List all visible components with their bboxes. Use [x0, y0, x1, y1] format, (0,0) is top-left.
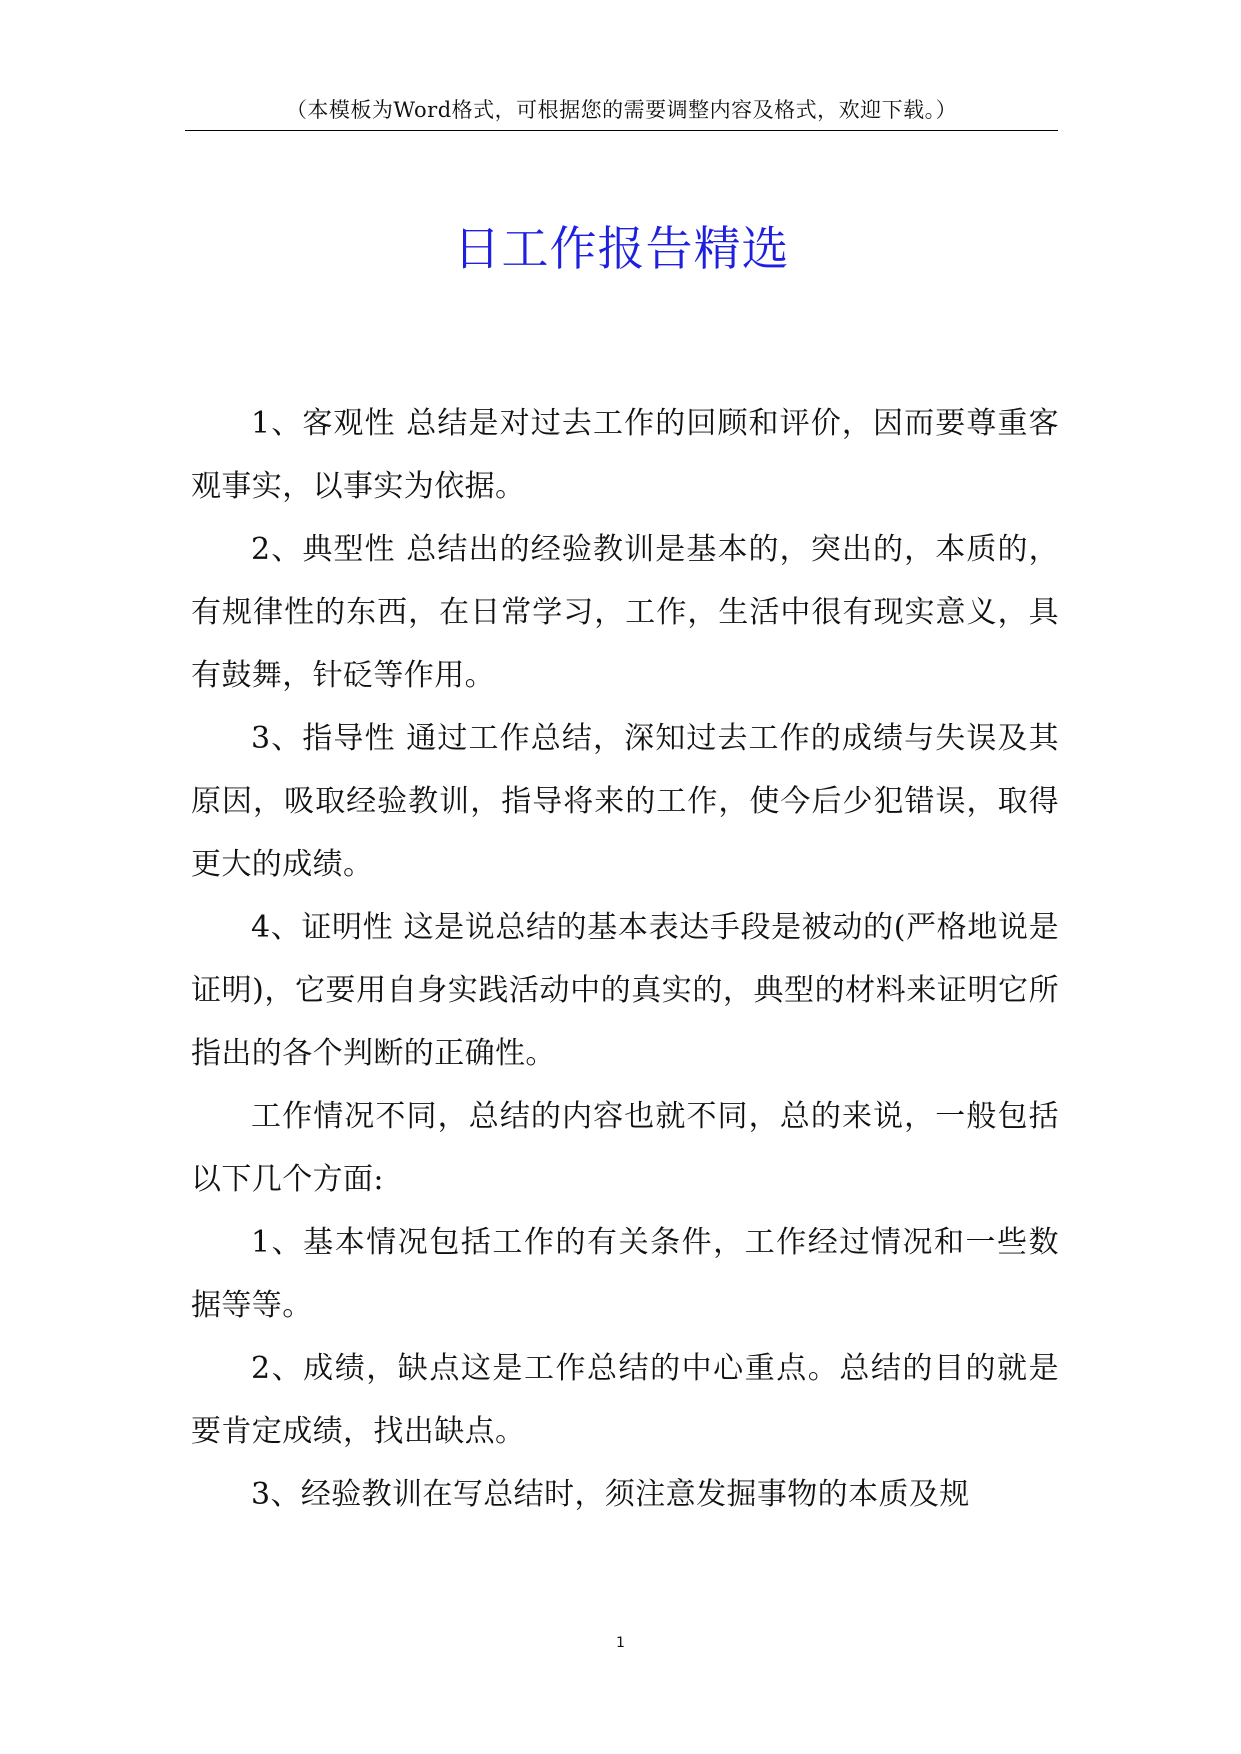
- paragraph-basic-situation: 1、基本情况包括工作的有关条件，工作经过情况和一些数据等等。: [191, 1225, 1059, 1323]
- document-body: [191, 392, 1059, 1526]
- template-header-note: （本模板为Word格式，可根据您的需要调整内容及格式，欢迎下载。）: [285, 98, 958, 122]
- paragraph-summary-intro: 工作情况不同，总结的内容也就不同，总的来说，一般包括以下几个方面:: [191, 1099, 1059, 1197]
- paragraph-typicality: 2、典型性 总结出的经验教训是基本的，突出的，本质的，有规律性的东西，在日常学习，工作，生活中很有现实意义，具有鼓舞，针砭等作用。: [191, 532, 1059, 693]
- paragraph-lessons: 3、经验教训在写总结时，须注意发掘事物的本质及规: [251, 1477, 970, 1512]
- header-divider: [185, 130, 1058, 131]
- document-title: 日工作报告精选: [453, 222, 790, 277]
- paragraph-objectivity: 1、客观性 总结是对过去工作的回顾和评价，因而要尊重客观事实，以事实为依据。: [191, 406, 1059, 504]
- paragraph-guidance: 3、指导性 通过工作总结，深知过去工作的成绩与失误及其原因，吸取经验教训，指导将来的工作，使今后少犯错误，取得更大的成绩。: [191, 721, 1059, 882]
- page-number: 1: [616, 1635, 625, 1651]
- paragraph-proof: 4、证明性 这是说总结的基本表达手段是被动的(严格地说是证明)，它要用自身实践活动中的真实的，典型的材料来证明它所指出的各个判断的正确性。: [191, 910, 1059, 1071]
- paragraph-achievements: 2、成绩，缺点这是工作总结的中心重点。总结的目的就是要肯定成绩，找出缺点。: [191, 1351, 1059, 1449]
